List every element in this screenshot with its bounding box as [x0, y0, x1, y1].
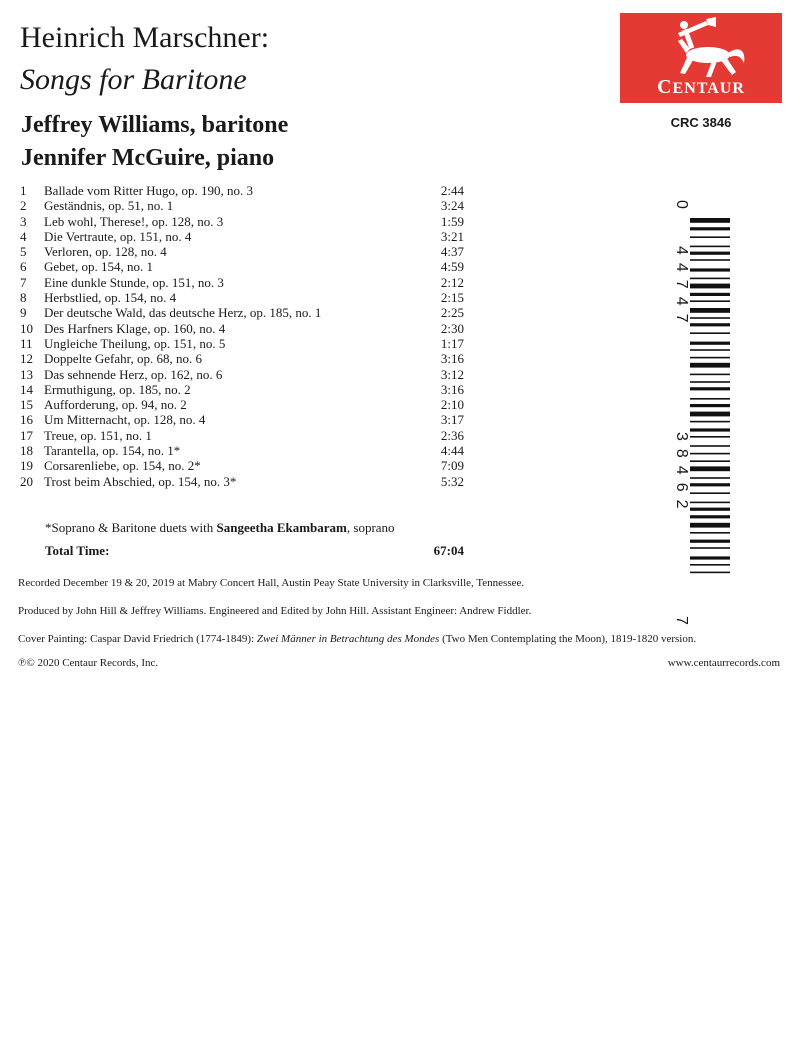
- track-row: [20, 290, 480, 305]
- barcode-bar: [690, 259, 730, 261]
- barcode-bar: [690, 342, 730, 345]
- barcode-bar: [690, 540, 730, 543]
- barcode-bar: [690, 332, 730, 334]
- track-row: [20, 336, 480, 351]
- track-title: Trost beim Abschied, op. 154, no. 3*: [44, 473, 237, 489]
- track-duration: 2:25: [440, 305, 464, 321]
- barcode-bar: [690, 483, 730, 486]
- barcode-group1: 44747: [673, 246, 690, 331]
- track-number: 18: [20, 443, 33, 459]
- track-duration: 2:36: [440, 427, 464, 443]
- track-number: 12: [20, 351, 33, 367]
- track-duration: 7:09: [440, 458, 464, 474]
- track-number: 4: [20, 228, 27, 244]
- track-number: 20: [20, 473, 33, 489]
- track-title: Aufforderung, op. 94, no. 2: [44, 397, 187, 413]
- barcode-bar: [690, 508, 730, 511]
- track-title: Tarantella, op. 154, no. 1*: [44, 443, 181, 459]
- track-title: Verloren, op. 128, no. 4: [44, 244, 167, 260]
- track-row: [20, 259, 480, 274]
- cover-credit: [18, 633, 696, 645]
- barcode-bar: [690, 252, 730, 255]
- track-duration: 1:59: [440, 213, 464, 229]
- track-duration: 3:16: [440, 381, 464, 397]
- track-duration: 2:44: [440, 183, 464, 198]
- cover-painting-title: Zwei Männer in Betrachtung des Mondes: [256, 633, 440, 645]
- barcode-bar: [690, 572, 730, 574]
- track-number: 14: [20, 381, 33, 397]
- duet-note-suffix: , soprano: [346, 520, 395, 535]
- barcode-bar: [690, 381, 730, 383]
- barcode-bar: [690, 412, 730, 417]
- track-row: [20, 321, 480, 336]
- track-number: 9: [20, 305, 27, 321]
- track-row: [20, 305, 480, 320]
- track-number: 2: [20, 198, 27, 214]
- barcode-bar: [690, 246, 730, 248]
- track-row: [20, 367, 480, 382]
- barcode-bar: [690, 218, 730, 223]
- copyright: ℗© 2020 Centaur Records, Inc.: [18, 657, 159, 669]
- barcode-bar: [690, 547, 730, 549]
- barcode-bar: [690, 317, 730, 319]
- barcode-bar: [690, 466, 730, 471]
- track-number: 1: [20, 183, 27, 198]
- track-number: 7: [20, 274, 27, 290]
- barcode-bar: [690, 453, 730, 455]
- track-title: Der deutsche Wald, das deutsche Herz, op. 185, no. 1: [44, 305, 322, 321]
- track-row: [20, 351, 480, 366]
- track-row: [20, 382, 480, 397]
- track-title: Ungleiche Theilung, op. 151, no. 5: [44, 335, 226, 351]
- track-duration: 3:24: [440, 198, 464, 214]
- barcode-bar: [690, 460, 730, 462]
- track-title: Gebet, op. 154, no. 1: [44, 259, 154, 275]
- track-duration: 3:17: [440, 412, 464, 428]
- track-title: Um Mitternacht, op. 128, no. 4: [44, 412, 206, 428]
- barcode-bar: [690, 323, 730, 326]
- barcode-bar: [690, 236, 730, 238]
- barcode-bar: [690, 308, 730, 313]
- duet-note: [45, 520, 395, 536]
- track-title: Des Harfners Klage, op. 160, no. 4: [44, 320, 226, 336]
- track-number: 13: [20, 366, 33, 382]
- barcode-bar: [690, 564, 730, 566]
- track-row: [20, 397, 480, 412]
- track-duration: 2:10: [440, 397, 464, 413]
- track-duration: 5:32: [440, 473, 464, 489]
- barcode-bar: [690, 293, 730, 296]
- barcode-bar: [690, 421, 730, 423]
- barcode-bar: [690, 357, 730, 359]
- track-title: Geständnis, op. 51, no. 1: [44, 198, 174, 214]
- track-title: Das sehnende Herz, op. 162, no. 6: [44, 366, 223, 382]
- track-duration: 4:59: [440, 259, 464, 275]
- track-number: 6: [20, 259, 27, 275]
- barcode-group2: 38462: [673, 432, 690, 517]
- track-list: [20, 183, 480, 489]
- track-duration: 2:30: [440, 320, 464, 336]
- track-title: Ballade vom Ritter Hugo, op. 190, no. 3: [44, 183, 254, 198]
- barcode-bar: [690, 374, 730, 376]
- track-number: 15: [20, 397, 33, 413]
- track-title: Herbstlied, op. 154, no. 4: [44, 290, 177, 306]
- barcode-bar: [690, 349, 730, 351]
- track-title: Eine dunkle Stunde, op. 151, no. 3: [44, 274, 224, 290]
- track-row: [20, 244, 480, 259]
- track-number: 3: [20, 213, 27, 229]
- track-row: [20, 183, 480, 198]
- track-row: [20, 458, 480, 473]
- barcode-bar: [690, 227, 730, 230]
- website-link[interactable]: www.centaurrecords.com: [667, 657, 780, 669]
- total-time-label: Total Time:: [45, 543, 110, 558]
- barcode-bar: [690, 532, 730, 534]
- catalog-number: CRC 3846: [670, 115, 732, 130]
- barcode-bar: [690, 492, 730, 494]
- barcode-bar: [690, 387, 730, 390]
- barcode-bar: [690, 515, 730, 518]
- track-row: [20, 412, 480, 427]
- track-row: [20, 198, 480, 213]
- track-number: 8: [20, 290, 27, 306]
- composer-title: Heinrich Marschner:: [20, 21, 270, 54]
- barcode-bar: [690, 502, 730, 504]
- track-duration: 3:12: [440, 366, 464, 382]
- track-row: [20, 229, 480, 244]
- track-duration: 1:17: [440, 335, 464, 351]
- cover-credit-prefix: Cover Painting: Caspar David Friedrich (1774-1849):: [18, 633, 257, 645]
- barcode-bar: [690, 523, 730, 528]
- production-credit: Produced by John Hill & Jeffrey Williams. Engineered and Edited by John Hill. Assistant Engineer: Andrew Fiddler.: [18, 605, 532, 617]
- track-row: [20, 474, 480, 489]
- track-duration: 3:21: [440, 228, 464, 244]
- track-title: Die Vertraute, op. 151, no. 4: [44, 228, 192, 244]
- track-number: 11: [20, 335, 33, 351]
- track-duration: 2:15: [440, 290, 464, 306]
- track-title: Leb wohl, Therese!, op. 128, no. 3: [44, 213, 224, 229]
- track-duration: 4:37: [440, 244, 464, 260]
- barcode-bar: [690, 556, 730, 559]
- track-title: Ermuthigung, op. 185, no. 2: [44, 381, 191, 397]
- track-number: 19: [20, 458, 33, 474]
- track-row: [20, 214, 480, 229]
- barcode-bar: [690, 284, 730, 289]
- track-duration: 3:16: [440, 351, 464, 367]
- track-duration: 2:12: [440, 274, 464, 290]
- barcode-bar: [690, 300, 730, 302]
- centaur-logo-text: CENTAUR: [657, 76, 745, 98]
- barcode-bar: [690, 268, 730, 271]
- total-time-value: 67:04: [433, 543, 464, 558]
- barcode-bar: [690, 278, 730, 280]
- track-row: [20, 275, 480, 290]
- track-row: [20, 428, 480, 443]
- barcode-bar: [690, 445, 730, 447]
- duet-soprano-name: Sangeetha Ekambaram: [216, 520, 347, 535]
- recording-credit: Recorded December 19 & 20, 2019 at Mabry Concert Hall, Austin Peay State University in Clarksville, Tennessee.: [18, 577, 525, 589]
- album-title: Songs for Baritone: [20, 63, 247, 96]
- barcode-lead-digit: 0: [673, 200, 690, 209]
- track-title: Doppelte Gefahr, op. 68, no. 6: [44, 351, 202, 367]
- barcode-check-digit: 7: [673, 616, 690, 625]
- track-title: Treue, op. 151, no. 1: [44, 427, 152, 443]
- track-number: 17: [20, 427, 33, 443]
- cover-credit-suffix: (Two Men Contemplating the Moon), 1819-1820 version.: [439, 633, 697, 645]
- barcode-bar: [690, 398, 730, 400]
- performer-piano: Jennifer McGuire, piano: [21, 145, 275, 171]
- barcode-bar: [690, 436, 730, 438]
- track-number: 16: [20, 412, 33, 428]
- centaur-logo: [620, 13, 782, 103]
- performer-baritone: Jeffrey Williams, baritone: [21, 112, 289, 138]
- duet-note-text: *Soprano & Baritone duets with: [45, 520, 217, 535]
- track-row: [20, 443, 480, 458]
- barcode-bar: [690, 363, 730, 368]
- barcode-digits: [673, 200, 690, 632]
- centaur-figure-icon: [620, 15, 782, 79]
- track-number: 10: [20, 320, 33, 336]
- track-number: 5: [20, 244, 27, 260]
- barcode-bar: [690, 404, 730, 407]
- barcode-bar: [690, 428, 730, 431]
- track-duration: 4:44: [440, 443, 464, 459]
- barcode-bar: [690, 477, 730, 479]
- track-title: Corsarenliebe, op. 154, no. 2*: [44, 458, 201, 474]
